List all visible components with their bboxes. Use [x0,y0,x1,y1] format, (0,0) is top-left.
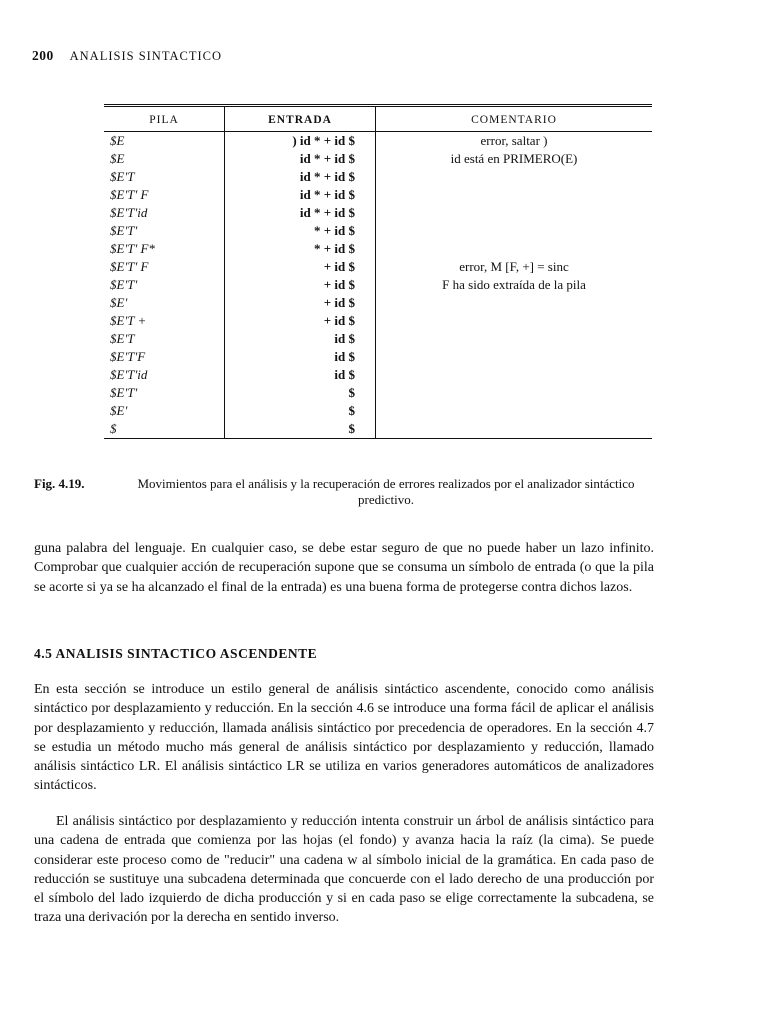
page-number: 200 [32,48,54,63]
table-row [104,366,652,384]
cell-comentario [376,330,653,348]
cell-entrada: $ [225,420,376,439]
header-comentario: COMENTARIO [376,107,653,132]
cell-comentario: id está en PRIMERO(E) [376,150,653,168]
cell-entrada: id $ [225,366,376,384]
table-row [104,150,652,168]
cell-pila: $E'T [110,169,135,184]
cell-pila: $E [110,133,125,148]
table-row [104,294,652,312]
cell-entrada: + id $ [225,312,376,330]
table-row [104,132,652,151]
cell-comentario [376,222,653,240]
cell-comentario [376,312,653,330]
cell-entrada: id * + id $ [225,204,376,222]
cell-entrada: + id $ [225,258,376,276]
cell-pila: $E'T'F [110,349,146,364]
cell-pila: $E'T'id [110,367,148,382]
cell-comentario [376,402,653,420]
table-row [104,240,652,258]
table-row [104,222,652,240]
cell-comentario: error, saltar ) [376,132,653,151]
cell-entrada: + id $ [225,294,376,312]
paragraph-2: En esta sección se introduce un estilo general de análisis sintáctico ascendente, conocido como análisis sintáctico por desplazamiento y reducción. En la sección 4.6 se introduce una forma fácil de aplicar el análisis por desplazamiento y reducción, llamada análisis sintáctico por precedencia de operadores. En la sección 4.7 se estudia un método mucho más general de análisis sintáctico por desplazamiento y reducción, llamado análisis sintáctico LR. El análisis sintáctico LR se utiliza en varios generadores automáticos de analizadores sintácticos. [34,682,654,794]
cell-pila: $ [104,420,225,439]
figure-caption-text: Movimientos para el análisis y la recuperación de errores realizados por el analizador sintáctico predictivo. [137,476,635,507]
figure-caption [34,476,654,508]
cell-pila: $E' [110,295,128,310]
cell-comentario [376,384,653,402]
cell-entrada: id * + id $ [225,150,376,168]
table-row [104,186,652,204]
cell-entrada: id $ [225,330,376,348]
parse-moves-table [104,106,652,439]
table-body [104,132,652,439]
page-header [32,48,222,64]
cell-pila: $E [110,151,125,166]
table-top-rule [104,104,652,105]
table-row [104,384,652,402]
cell-comentario [376,168,653,186]
paragraph-1: guna palabra del lenguaje. En cualquier caso, se debe estar seguro de que no puede haber un lazo infinito. Comprobar que cualquier acción de recuperación supone que se consuma un símbolo de entrada (o que la pila se acorte si ya se ha alcanzado el final de la entrada) es una buena forma de protegerse contra dichos lazos. [34,541,654,595]
cell-comentario [376,186,653,204]
table-row [104,330,652,348]
cell-comentario [376,294,653,312]
cell-pila: $E' [110,403,128,418]
cell-entrada: ) id * + id $ [225,132,376,151]
cell-entrada: + id $ [225,276,376,294]
cell-entrada: $ [225,402,376,420]
cell-entrada: id $ [225,348,376,366]
cell-comentario [376,204,653,222]
table-row [104,312,652,330]
cell-entrada: * + id $ [225,240,376,258]
paragraph-3: El análisis sintáctico por desplazamiento y reducción intenta construir un árbol de análisis sintáctico para una cadena de entrada que comienza por las hojas (el fondo) y avanza hacia la raíz (la cima). Se puede considerar este proceso como de "reducir" una cadena w al símbolo inicial de la gramática. En cada paso de reducción se sustituye una subcadena determinada que concuerde con el lado derecho de una producción por el símbolo del lado izquierdo de dicha producción y si en cada paso se elige correctamente la subcadena, se traza una derivación por la derecha en sentido inverso. [34,814,654,926]
table-row [104,402,652,420]
cell-pila: $E'T' F* [110,241,155,256]
table-row [104,258,652,276]
figure-label: Fig. 4.19. [34,476,85,491]
table-row [104,420,652,439]
cell-comentario [376,420,653,439]
running-title: ANALISIS SINTACTICO [69,49,222,63]
table-row [104,276,652,294]
table-header-row [104,107,652,132]
cell-entrada: * + id $ [225,222,376,240]
table-row [104,168,652,186]
cell-entrada: id * + id $ [225,168,376,186]
cell-pila: $E'T' F [110,259,149,274]
cell-comentario: F ha sido extraída de la pila [376,276,653,294]
cell-entrada: $ [225,384,376,402]
cell-pila: $E'T' [110,277,138,292]
cell-pila: $E'T [110,331,135,346]
cell-pila: $E'T + [110,313,147,328]
cell-comentario [376,240,653,258]
cell-pila: $E'T' [110,385,138,400]
cell-comentario [376,348,653,366]
cell-pila: $E'T'id [110,205,148,220]
header-pila: PILA [104,107,225,132]
table-row [104,204,652,222]
cell-comentario [376,366,653,384]
section-heading: 4.5 ANALISIS SINTACTICO ASCENDENTE [34,646,318,661]
cell-comentario: error, M [F, +] = sinc [376,258,653,276]
table-row [104,348,652,366]
header-entrada: ENTRADA [225,107,376,132]
cell-pila: $E'T' F [110,187,149,202]
cell-pila: $E'T' [110,223,138,238]
cell-entrada: id * + id $ [225,186,376,204]
